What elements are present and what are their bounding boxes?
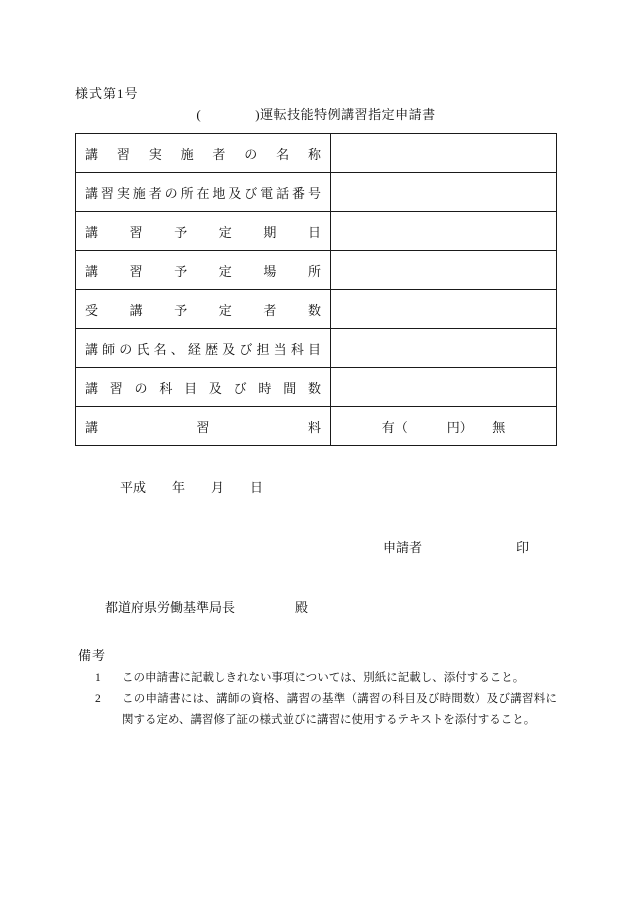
note-item bbox=[95, 689, 557, 731]
row-label: 講習実施者の所在地及び電話番号 bbox=[76, 173, 331, 212]
row-value: 有（ 円） 無 bbox=[331, 407, 557, 446]
table-row bbox=[76, 173, 557, 212]
row-value bbox=[331, 134, 557, 173]
table-row bbox=[76, 212, 557, 251]
notes-section bbox=[78, 647, 557, 731]
director-line bbox=[105, 599, 557, 616]
table-row bbox=[76, 407, 557, 446]
applicant-line bbox=[383, 539, 557, 556]
note-number: 2 bbox=[95, 693, 101, 705]
row-label: 講習の科目及び時間数 bbox=[76, 368, 331, 407]
form-title: ( )運転技能特例講習指定申請書 bbox=[196, 107, 436, 122]
dono-label: 殿 bbox=[295, 600, 309, 615]
row-label: 講習予定期日 bbox=[76, 212, 331, 251]
note-item bbox=[95, 668, 557, 689]
table-row bbox=[76, 368, 557, 407]
row-label: 講習実施者の名称 bbox=[76, 134, 331, 173]
row-value bbox=[331, 290, 557, 329]
director-label: 都道府県労働基準局長 bbox=[105, 600, 236, 615]
row-value bbox=[331, 212, 557, 251]
row-value bbox=[331, 329, 557, 368]
row-label: 講習料 bbox=[76, 407, 331, 446]
seal-label: 印 bbox=[516, 540, 530, 555]
notes-title: 備考 bbox=[78, 648, 107, 663]
table-row bbox=[76, 134, 557, 173]
applicant-label: 申請者 bbox=[383, 540, 423, 555]
row-label: 講師の氏名、経歴及び担当科目 bbox=[76, 329, 331, 368]
note-text: この申請書に記載しきれない事項については、別紙に記載し、添付すること。 bbox=[122, 672, 525, 684]
date-line: 平成 年 月 日 bbox=[120, 480, 264, 495]
row-value bbox=[331, 368, 557, 407]
notes-list bbox=[95, 668, 557, 731]
row-label: 受講予定者数 bbox=[76, 290, 331, 329]
table-row bbox=[76, 290, 557, 329]
row-label: 講習予定場所 bbox=[76, 251, 331, 290]
application-table-body bbox=[76, 134, 557, 446]
table-row bbox=[76, 329, 557, 368]
note-text: この申請書には、講師の資格、講習の基準（講習の科目及び時間数）及び講習料に関する定め、講習修了証の様式並びに講習に使用するテキストを添付すること。 bbox=[122, 693, 557, 726]
row-value bbox=[331, 251, 557, 290]
table-row bbox=[76, 251, 557, 290]
row-value bbox=[331, 173, 557, 212]
note-number: 1 bbox=[95, 672, 101, 684]
form-number: 様式第1号 bbox=[75, 86, 139, 101]
application-table bbox=[75, 133, 557, 446]
